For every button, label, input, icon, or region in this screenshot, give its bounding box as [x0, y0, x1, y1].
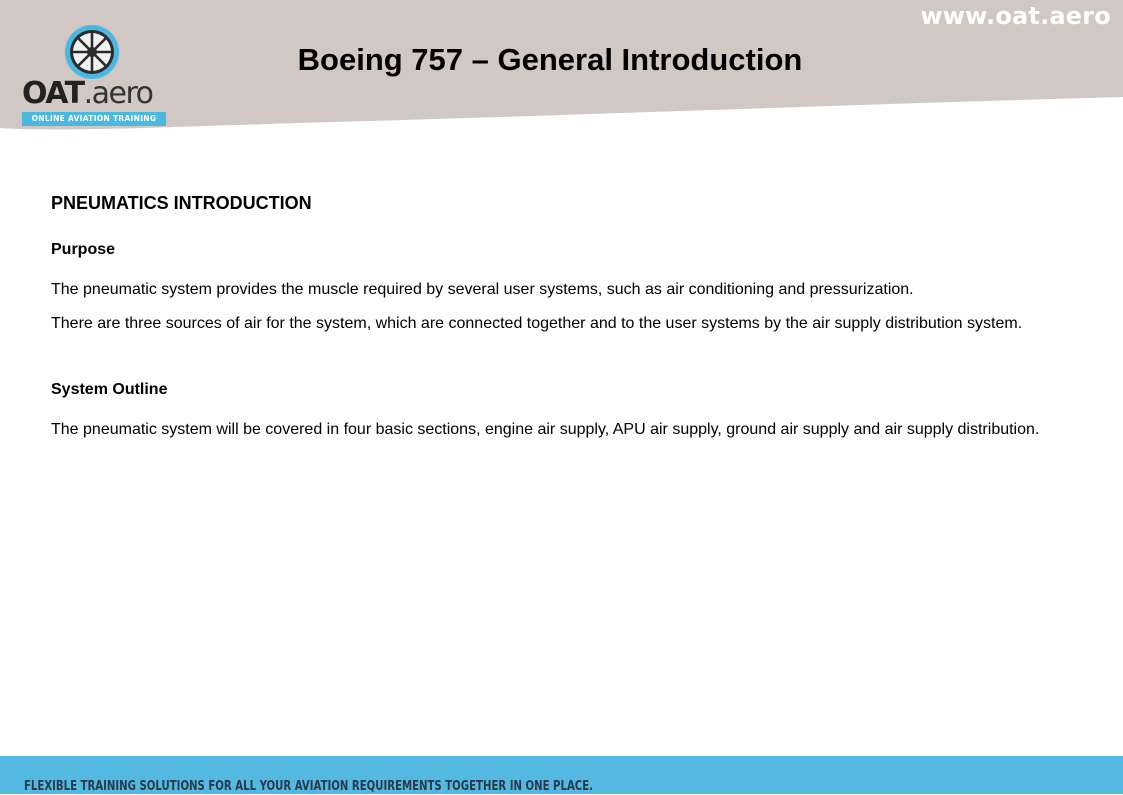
logo-brand-strong: OAT	[22, 76, 84, 111]
logo-brand-light: .aero	[83, 76, 153, 111]
logo-tagline: ONLINE AVIATION TRAINING	[22, 112, 166, 126]
logo-wordmark	[22, 77, 152, 111]
main-content	[51, 192, 1061, 454]
purpose-paragraph: There are three sources of air for the system, which are connected together and to the user systems by the air supply distribution system.	[51, 315, 1023, 332]
site-url[interactable]: www.oat.aero	[920, 2, 1111, 30]
system-outline-paragraph: The pneumatic system will be covered in four basic sections, engine air supply, APU air supply, ground air supply and air supply distribution.	[51, 421, 1040, 438]
footer-tagline: FLEXIBLE TRAINING SOLUTIONS FOR ALL YOUR AVIATION REQUIREMENTS TOGETHER IN ONE PLACE.	[24, 779, 594, 794]
system-outline-heading: System Outline	[51, 381, 168, 398]
purpose-heading: Purpose	[51, 241, 116, 258]
purpose-paragraph: The pneumatic system provides the muscle required by several user systems, such as air conditioning and pressurization.	[51, 281, 914, 298]
page-title: Boeing 757 – General Introduction	[297, 42, 803, 77]
footer-band	[0, 756, 1123, 794]
section-title: PNEUMATICS INTRODUCTION	[51, 193, 312, 213]
